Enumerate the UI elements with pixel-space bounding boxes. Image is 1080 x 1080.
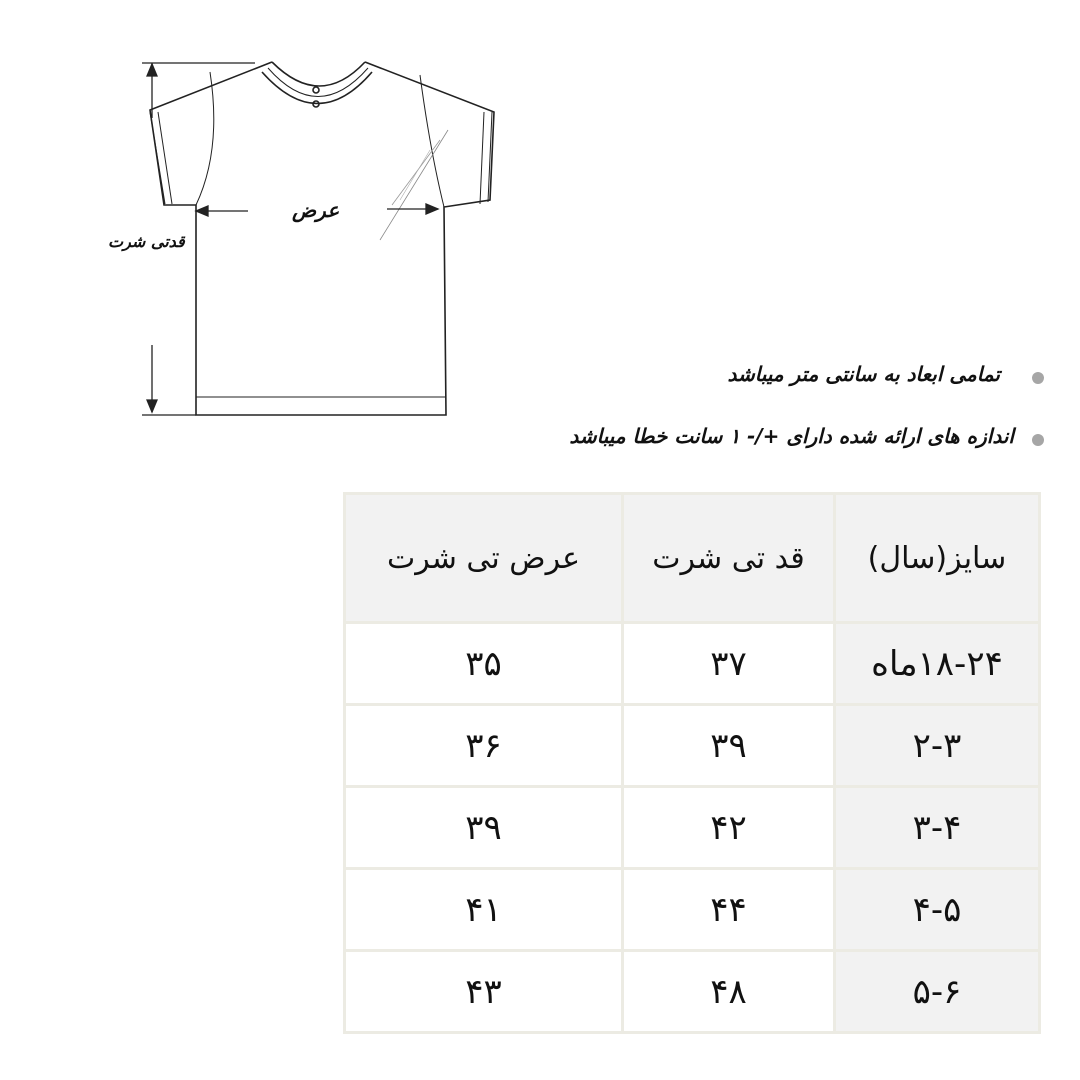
header-width: عرض تی شرت: [345, 494, 623, 623]
bullet-icon: [1032, 434, 1044, 446]
cell-length: ۳۹: [623, 705, 835, 787]
size-table: [343, 492, 1041, 1034]
tshirt-neckline: [272, 62, 365, 86]
cell-length: ۴۲: [623, 787, 835, 869]
cell-width: ۴۳: [345, 951, 623, 1033]
table-header-row: [345, 494, 1040, 623]
cell-width: ۳۹: [345, 787, 623, 869]
table-row: [345, 623, 1040, 705]
cell-width: ۴۱: [345, 869, 623, 951]
header-size: سایز(سال): [835, 494, 1040, 623]
cell-length: ۴۸: [623, 951, 835, 1033]
header-length: قد تی شرت: [623, 494, 835, 623]
cell-length: ۴۴: [623, 869, 835, 951]
cell-size: ۲-۳: [835, 705, 1040, 787]
cell-size: ۵-۶: [835, 951, 1040, 1033]
bullet-icon: [1032, 372, 1044, 384]
note-text: اندازه های ارائه شده دارای +/- ۱ سانت خطا میباشد: [569, 424, 1014, 448]
cell-size: ۴-۵: [835, 869, 1040, 951]
table-row: [345, 787, 1040, 869]
cell-width: ۳۵: [345, 623, 623, 705]
cell-width: ۳۶: [345, 705, 623, 787]
length-label: قدتی شرت: [108, 232, 185, 251]
cell-size: ۱۸-۲۴ماه: [835, 623, 1040, 705]
tshirt-outline: [150, 62, 494, 415]
width-label: عرض: [292, 198, 340, 222]
note-text: تمامی ابعاد به سانتی متر میباشد: [727, 362, 1000, 386]
table-row: [345, 869, 1040, 951]
table-row: [345, 951, 1040, 1033]
table-row: [345, 705, 1040, 787]
cell-size: ۳-۴: [835, 787, 1040, 869]
cell-length: ۳۷: [623, 623, 835, 705]
